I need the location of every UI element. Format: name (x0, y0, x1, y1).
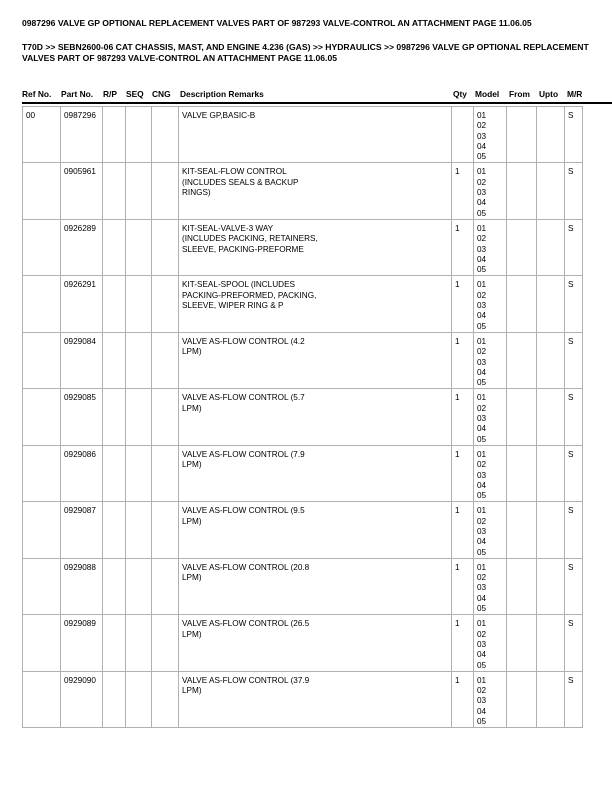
description-line: RINGS) (182, 188, 211, 198)
model-code: 03 (477, 583, 487, 593)
model-code: 05 (477, 378, 487, 388)
from-cell (507, 558, 537, 614)
model-code: 03 (477, 696, 487, 706)
model-code: 04 (477, 537, 487, 547)
description-line: LPM) (182, 347, 202, 357)
qty-cell: 1 (452, 558, 474, 614)
model-cell (474, 615, 507, 671)
header-description: Description Remarks (180, 89, 264, 99)
table-row (23, 615, 583, 671)
mr-cell: S (565, 276, 583, 332)
model-code: 02 (477, 290, 487, 300)
rp-cell (103, 276, 126, 332)
description-line: (INCLUDES SEALS & BACKUP (182, 177, 299, 187)
model-code: 04 (477, 141, 487, 151)
rp-cell (103, 107, 126, 163)
upto-cell (537, 671, 565, 727)
ref-no-cell (23, 558, 61, 614)
description-line: VALVE AS-FLOW CONTROL (20.8 (182, 562, 310, 572)
cng-cell (152, 389, 179, 445)
model-code: 01 (477, 223, 487, 233)
qty-cell: 1 (452, 389, 474, 445)
description-line: VALVE AS-FLOW CONTROL (4.2 (182, 336, 305, 346)
description-line: VALVE AS-FLOW CONTROL (37.9 (182, 675, 310, 685)
part-no-cell: 0905961 (61, 163, 103, 219)
model-code: 04 (477, 367, 487, 377)
mr-cell: S (565, 502, 583, 558)
model-code: 04 (477, 198, 487, 208)
seq-cell (126, 389, 152, 445)
header-divider (22, 102, 612, 104)
header-model: Model (475, 89, 500, 99)
model-code: 01 (477, 167, 487, 177)
description-line: VALVE GP,BASIC-B (182, 111, 256, 120)
seq-cell (126, 445, 152, 501)
qty-cell: 1 (452, 502, 474, 558)
model-code: 01 (477, 336, 487, 346)
rp-cell (103, 163, 126, 219)
seq-cell (126, 332, 152, 388)
model-code: 04 (477, 254, 487, 264)
cng-cell (152, 332, 179, 388)
qty-cell: 1 (452, 671, 474, 727)
table-row (23, 276, 583, 332)
seq-cell (126, 219, 152, 275)
header-seq: SEQ (126, 89, 144, 99)
part-no-cell: 0929085 (61, 389, 103, 445)
model-code: 03 (477, 357, 487, 367)
model-code: 04 (477, 706, 487, 716)
cng-cell (152, 502, 179, 558)
model-code: 04 (477, 593, 487, 603)
part-no-cell: 0929087 (61, 502, 103, 558)
description-cell (179, 502, 452, 558)
qty-cell: 1 (452, 332, 474, 388)
description-line: LPM) (182, 629, 202, 639)
description-line: LPM) (182, 686, 202, 696)
part-no-cell: 0929089 (61, 615, 103, 671)
model-code: 05 (477, 208, 487, 218)
from-cell (507, 615, 537, 671)
description-line: LPM) (182, 516, 202, 526)
qty-cell: 1 (452, 219, 474, 275)
from-cell (507, 445, 537, 501)
model-code: 02 (477, 573, 487, 583)
seq-cell (126, 107, 152, 163)
cng-cell (152, 615, 179, 671)
model-code: 01 (477, 280, 487, 290)
model-code: 01 (477, 562, 487, 572)
model-cell (474, 671, 507, 727)
model-code: 04 (477, 424, 487, 434)
ref-no-cell (23, 163, 61, 219)
header-upto: Upto (539, 89, 559, 99)
model-code: 01 (477, 506, 487, 516)
part-no-cell: 0929090 (61, 671, 103, 727)
description-line: KIT-SEAL-SPOOL (INCLUDES (182, 280, 295, 290)
from-cell (507, 219, 537, 275)
qty-cell: 1 (452, 445, 474, 501)
model-code: 05 (477, 604, 487, 614)
upto-cell (537, 219, 565, 275)
qty-cell: 1 (452, 163, 474, 219)
mr-cell: S (565, 671, 583, 727)
description-line: PACKING-PREFORMED, PACKING, (182, 290, 317, 300)
upto-cell (537, 332, 565, 388)
table-row (23, 163, 583, 219)
upto-cell (537, 163, 565, 219)
model-code: 02 (477, 516, 487, 526)
table-row (23, 219, 583, 275)
model-code: 03 (477, 131, 487, 141)
model-code: 05 (477, 152, 487, 162)
mr-cell: S (565, 445, 583, 501)
parts-table-body (23, 107, 583, 728)
seq-cell (126, 276, 152, 332)
model-code: 04 (477, 311, 487, 321)
from-cell (507, 389, 537, 445)
qty-cell (452, 107, 474, 163)
description-line: SLEEVE, WIPER RING & P (182, 301, 284, 311)
seq-cell (126, 671, 152, 727)
mr-cell: S (565, 558, 583, 614)
model-code: 01 (477, 675, 487, 685)
cng-cell (152, 558, 179, 614)
model-code: 05 (477, 717, 487, 727)
description-line: VALVE AS-FLOW CONTROL (7.9 (182, 449, 305, 459)
model-code: 02 (477, 686, 487, 696)
header-qty: Qty (453, 89, 467, 99)
rp-cell (103, 671, 126, 727)
description-line: (INCLUDES PACKING, RETAINERS, (182, 234, 318, 244)
table-row (23, 671, 583, 727)
header-cng: CNG (152, 89, 171, 99)
model-cell (474, 219, 507, 275)
description-line: LPM) (182, 573, 202, 583)
model-cell (474, 558, 507, 614)
ref-no-cell (23, 332, 61, 388)
model-code: 01 (477, 111, 487, 120)
model-cell (474, 163, 507, 219)
model-code: 05 (477, 434, 487, 444)
mr-cell: S (565, 107, 583, 163)
header-rp: R/P (103, 89, 117, 99)
rp-cell (103, 558, 126, 614)
mr-cell: S (565, 332, 583, 388)
ref-no-cell (23, 671, 61, 727)
description-cell (179, 389, 452, 445)
model-code: 02 (477, 234, 487, 244)
ref-no-cell (23, 445, 61, 501)
table-row (23, 558, 583, 614)
seq-cell (126, 502, 152, 558)
header-from: From (509, 89, 530, 99)
from-cell (507, 502, 537, 558)
model-code: 05 (477, 265, 487, 275)
page-title: 0987296 VALVE GP OPTIONAL REPLACEMENT VALVES PART OF 987293 VALVE-CONTROL AN ATTACHMENT PAGE 11.06.05 (22, 18, 532, 28)
description-line: KIT-SEAL-VALVE-3 WAY (182, 223, 274, 233)
parts-table (22, 106, 583, 728)
part-no-cell: 0987296 (61, 107, 103, 163)
ref-no-cell (23, 502, 61, 558)
part-no-cell: 0929084 (61, 332, 103, 388)
upto-cell (537, 615, 565, 671)
header-ref-no: Ref No. (22, 89, 52, 99)
description-cell (179, 615, 452, 671)
qty-cell: 1 (452, 276, 474, 332)
description-line: VALVE AS-FLOW CONTROL (9.5 (182, 506, 305, 516)
cng-cell (152, 671, 179, 727)
description-cell (179, 558, 452, 614)
part-no-cell: 0929088 (61, 558, 103, 614)
description-line: KIT-SEAL-FLOW CONTROL (182, 167, 287, 177)
description-cell (179, 445, 452, 501)
ref-no-cell (23, 219, 61, 275)
cng-cell (152, 276, 179, 332)
seq-cell (126, 615, 152, 671)
part-no-cell: 0929086 (61, 445, 103, 501)
qty-cell: 1 (452, 615, 474, 671)
description-cell (179, 107, 452, 163)
from-cell (507, 332, 537, 388)
seq-cell (126, 163, 152, 219)
upto-cell (537, 502, 565, 558)
part-no-cell: 0926289 (61, 219, 103, 275)
description-line: LPM) (182, 460, 202, 470)
model-code: 03 (477, 414, 487, 424)
breadcrumb: T70D >> SEBN2600-06 CAT CHASSIS, MAST, AND ENGINE 4.236 (GAS) >> HYDRAULICS >> 0987296 VALVE GP OPTIONAL REPLACEMENT VALVES PART OF 987293 VALVE-CONTROL AN ATTACHMENT PAGE 11.06.05 (22, 42, 589, 63)
rp-cell (103, 502, 126, 558)
description-cell (179, 332, 452, 388)
model-code: 04 (477, 650, 487, 660)
from-cell (507, 163, 537, 219)
description-cell (179, 163, 452, 219)
model-code: 02 (477, 403, 487, 413)
upto-cell (537, 107, 565, 163)
mr-cell: S (565, 615, 583, 671)
header-part-no: Part No. (61, 89, 94, 99)
upto-cell (537, 445, 565, 501)
model-code: 03 (477, 470, 487, 480)
table-row (23, 502, 583, 558)
rp-cell (103, 332, 126, 388)
description-line: SLEEVE, PACKING-PREFORME (182, 244, 304, 254)
from-cell (507, 276, 537, 332)
model-code: 01 (477, 449, 487, 459)
upto-cell (537, 558, 565, 614)
table-row (23, 332, 583, 388)
cng-cell (152, 107, 179, 163)
model-code: 03 (477, 188, 487, 198)
seq-cell (126, 558, 152, 614)
model-code: 02 (477, 347, 487, 357)
cng-cell (152, 219, 179, 275)
model-code: 01 (477, 619, 487, 629)
mr-cell: S (565, 219, 583, 275)
table-row (23, 445, 583, 501)
model-code: 03 (477, 301, 487, 311)
model-code: 02 (477, 177, 487, 187)
model-code: 01 (477, 393, 487, 403)
model-code: 02 (477, 121, 487, 131)
description-line: LPM) (182, 403, 202, 413)
model-code: 04 (477, 480, 487, 490)
model-code: 03 (477, 244, 487, 254)
model-code: 03 (477, 639, 487, 649)
rp-cell (103, 219, 126, 275)
ref-no-cell (23, 389, 61, 445)
table-row (23, 389, 583, 445)
description-line: VALVE AS-FLOW CONTROL (26.5 (182, 619, 310, 629)
ref-no-cell (23, 615, 61, 671)
model-cell (474, 389, 507, 445)
ref-no-cell: 00 (23, 107, 61, 163)
model-code: 05 (477, 547, 487, 557)
part-no-cell: 0926291 (61, 276, 103, 332)
rp-cell (103, 389, 126, 445)
from-cell (507, 107, 537, 163)
upto-cell (537, 389, 565, 445)
model-code: 02 (477, 629, 487, 639)
description-cell (179, 671, 452, 727)
upto-cell (537, 276, 565, 332)
mr-cell: S (565, 389, 583, 445)
model-cell (474, 502, 507, 558)
model-cell (474, 107, 507, 163)
cng-cell (152, 163, 179, 219)
header-mr: M/R (567, 89, 583, 99)
rp-cell (103, 615, 126, 671)
model-code: 02 (477, 460, 487, 470)
ref-no-cell (23, 276, 61, 332)
table-row (23, 107, 583, 163)
model-cell (474, 276, 507, 332)
model-code: 05 (477, 321, 487, 331)
from-cell (507, 671, 537, 727)
rp-cell (103, 445, 126, 501)
mr-cell: S (565, 163, 583, 219)
model-code: 05 (477, 491, 487, 501)
description-line: VALVE AS-FLOW CONTROL (5.7 (182, 393, 305, 403)
description-cell (179, 276, 452, 332)
model-cell (474, 445, 507, 501)
model-cell (474, 332, 507, 388)
description-cell (179, 219, 452, 275)
cng-cell (152, 445, 179, 501)
model-code: 05 (477, 660, 487, 670)
model-code: 03 (477, 526, 487, 536)
